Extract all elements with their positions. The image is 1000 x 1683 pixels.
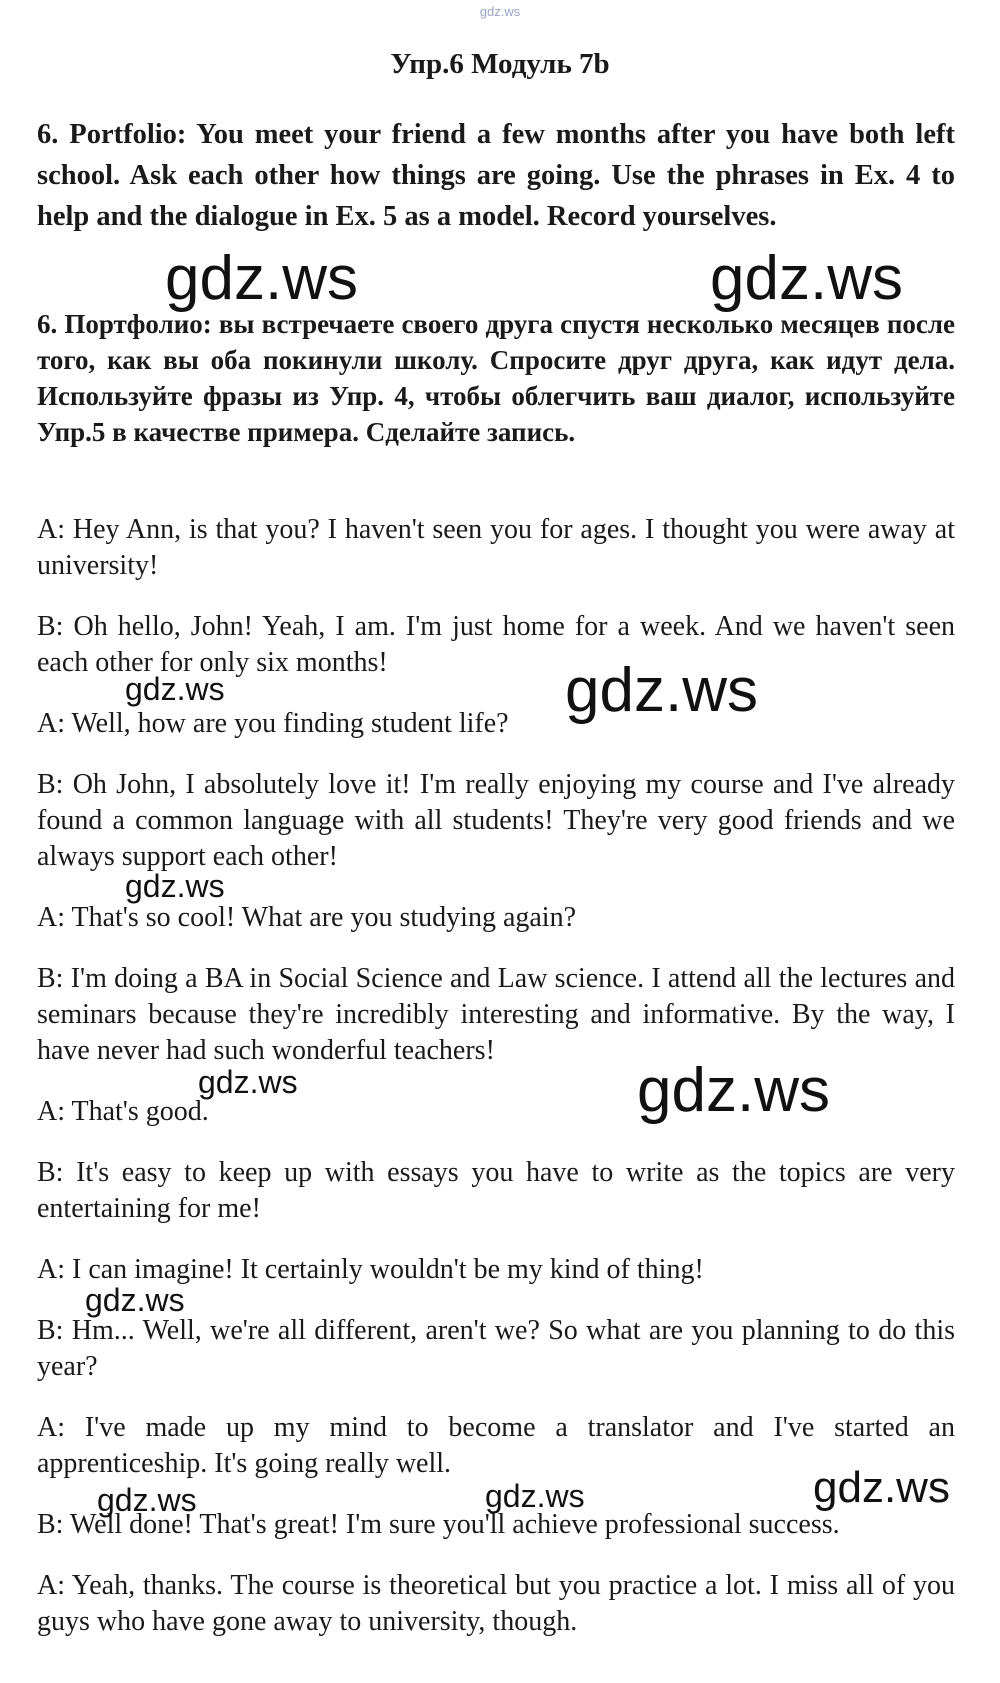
watermark: gdz.ws — [165, 244, 358, 313]
watermark: gdz.ws — [97, 1482, 197, 1518]
page-title: Упр.6 Модуль 7b — [390, 48, 610, 80]
dialogue-line: A: Hey Ann, is that you? I haven't seen you for ages. I thought you were away at university! — [37, 514, 955, 581]
site-watermark-top: gdz.ws — [479, 4, 521, 19]
task-russian: 6. Портфолио: вы встречаете своего друга спустя несколько месяцев после того, как вы оба покинули школу. Спросите друг друга, как идут дела. Используйте фразы из Упр. 4, чтобы облегчить ваш диалог, используйте Упр.5 в качестве примера. Сделайте запись. — [37, 309, 955, 447]
dialogue-line: B: It's easy to keep up with essays you have to write as the topics are very entertaining for me! — [37, 1157, 955, 1224]
dialogue-line: B: I'm doing a BA in Social Science and Law science. I attend all the lectures and seminars because they're incredibly interesting and informative. By the way, I have never had such wonderful teachers! — [37, 963, 955, 1066]
dialogue-line: A: I can imagine! It certainly wouldn't be my kind of thing! — [37, 1254, 704, 1285]
watermark: gdz.ws — [125, 868, 225, 904]
watermark: gdz.ws — [125, 671, 225, 707]
dialogue-line: B: Oh John, I absolutely love it! I'm really enjoying my course and I've already found a common language with all students! They're very good friends and we always support each other! — [37, 769, 955, 872]
dialogue-line: B: Oh hello, John! Yeah, I am. I'm just home for a week. And we haven't seen each other for only six months! — [37, 611, 955, 678]
watermark: gdz.ws — [565, 656, 758, 725]
dialogue-line: A: I've made up my mind to become a translator and I've started an apprenticeship. It's going really well. — [37, 1412, 955, 1479]
watermark: gdz.ws — [485, 1478, 585, 1514]
task-english: 6. Portfolio: You meet your friend a few months after you have both left school. Ask each other how things are going. Use the phrases in Ex. 4 to help and the dialogue in Ex. 5 as a model. Record yourselves. — [37, 119, 955, 232]
dialogue-line: B: Well done! That's great! I'm sure you'll achieve professional success. — [37, 1509, 840, 1540]
watermark: gdz.ws — [813, 1463, 950, 1512]
dialogue-line: A: Yeah, thanks. The course is theoretical but you practice a lot. I miss all of you guys who have gone away to university, though. — [37, 1570, 955, 1637]
watermark: gdz.ws — [637, 1056, 830, 1125]
dialogue-line: A: That's so cool! What are you studying again? — [37, 902, 576, 933]
dialogue-line: A: That's good. — [37, 1096, 209, 1127]
dialogue-line: B: Hm... Well, we're all different, aren't we? So what are you planning to do this year? — [37, 1315, 955, 1382]
dialogue-line: A: Well, how are you finding student life? — [37, 708, 509, 739]
watermark: gdz.ws — [198, 1064, 298, 1100]
watermark: gdz.ws — [710, 244, 903, 313]
watermark: gdz.ws — [85, 1282, 185, 1318]
